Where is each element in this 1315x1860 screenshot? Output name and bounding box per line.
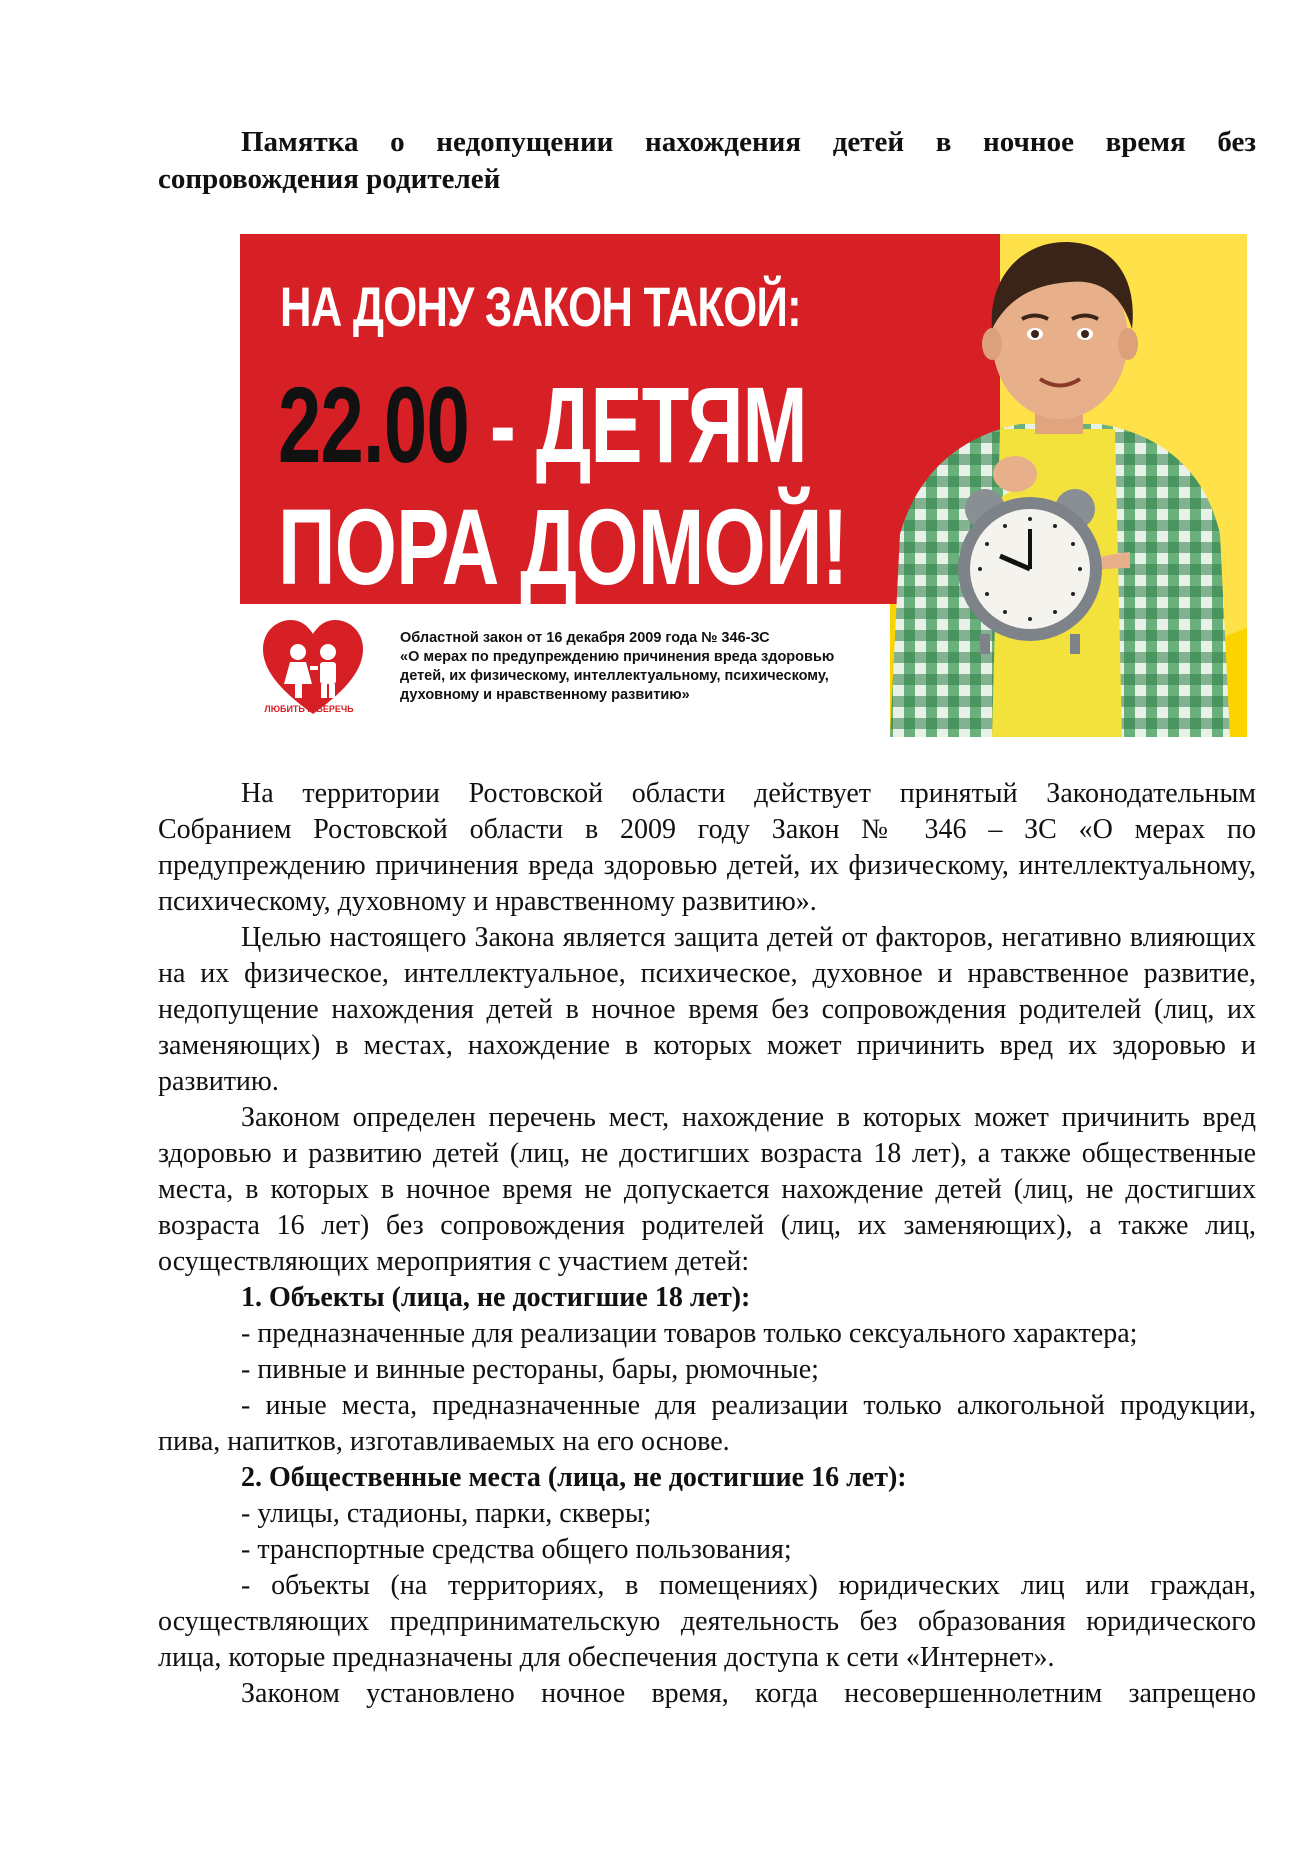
headline-time: 22.00 [278, 364, 469, 485]
section-2-item-2: - транспортные средства общего пользования; [241, 1534, 792, 1565]
section-1-item-1: - предназначенные для реализации товаров только сексуального характера; [241, 1318, 1138, 1349]
document-body [158, 776, 1256, 1712]
section-2-item-1: - улицы, стадионы, парки, скверы; [241, 1498, 652, 1529]
law-line-4: духовному и нравственному развитию» [400, 687, 690, 703]
law-line-3: детей, их физическому, интеллектуальному, психическому, [400, 668, 829, 684]
body-paragraph-2: Целью настоящего Закона является защита детей от факторов, негативно влияющих на их физическое, интеллектуальное, психическое, духовное и нравственное развитие, недопущение нахождения детей в ночное время без сопровождения родителей (лиц, их заменяющих) в местах, нахождение в которых может причинить вред их здоровью и развитию. [158, 922, 1256, 1097]
headline-line-3: ПОРА ДОМОЙ! [278, 486, 848, 607]
section-2-item-3: - объекты (на территориях, в помещениях) юридических лиц или граждан, осуществляющих предпринимательскую деятельность без образования юридического лица, которые предназначены для обеспечения доступа к сети «Интернет». [158, 1570, 1256, 1673]
boy-with-alarm-clock-illustration [860, 234, 1247, 737]
section-2-heading: 2. Общественные места (лица, не достигшие 16 лет): [241, 1462, 907, 1493]
logo-caption: ЛЮБИТЬ И БЕРЕЧЬ [264, 704, 354, 714]
law-line-2: «О мерах по предупреждению причинения вреда здоровью [400, 649, 835, 665]
section-1-item-3: - иные места, предназначенные для реализации только алкогольной продукции, пива, напитков, изготавливаемых на его основе. [158, 1390, 1256, 1457]
closing-line: Законом установлено ночное время, когда несовершеннолетним запрещено [241, 1678, 1256, 1709]
body-paragraph-1: На территории Ростовской области действует принятый Законодательным Собранием Ростовской области в 2009 году Закон № 346 – ЗС «О мерах по предупреждению причинения вреда здоровью детей, их физическому, интеллектуальному, психическому, духовному и нравственному развитию». [158, 778, 1256, 917]
section-1-heading: 1. Объекты (лица, не достигшие 18 лет): [241, 1282, 751, 1313]
document-title: Памятка о недопущении нахождения детей в ночное время без сопровождения родителей [158, 126, 1256, 195]
section-1-item-2: - пивные и винные рестораны, бары, рюмочные; [241, 1354, 819, 1385]
body-paragraph-3: Законом определен перечень мест, нахождение в которых может причинить вред здоровью и развитию детей (лиц, не достигших возраста 18 лет), а также общественные места, в которых в ночное время не допускается нахождение детей (лиц, не достигших возраста 16 лет) без сопровождения родителей (лиц, их заменяющих), а также лиц, осуществляющих мероприятия с участием детей: [158, 1102, 1256, 1277]
law-line-1: Областной закон от 16 декабря 2009 года № 346-ЗС [400, 630, 770, 646]
law-reference [400, 629, 940, 705]
headline-line-2 [278, 362, 807, 487]
headline-line-2-rest: - ДЕТЯМ [468, 364, 807, 485]
headline-line-1: НА ДОНУ ЗАКОН ТАКОЙ: [280, 275, 801, 338]
law-banner [240, 234, 1247, 737]
